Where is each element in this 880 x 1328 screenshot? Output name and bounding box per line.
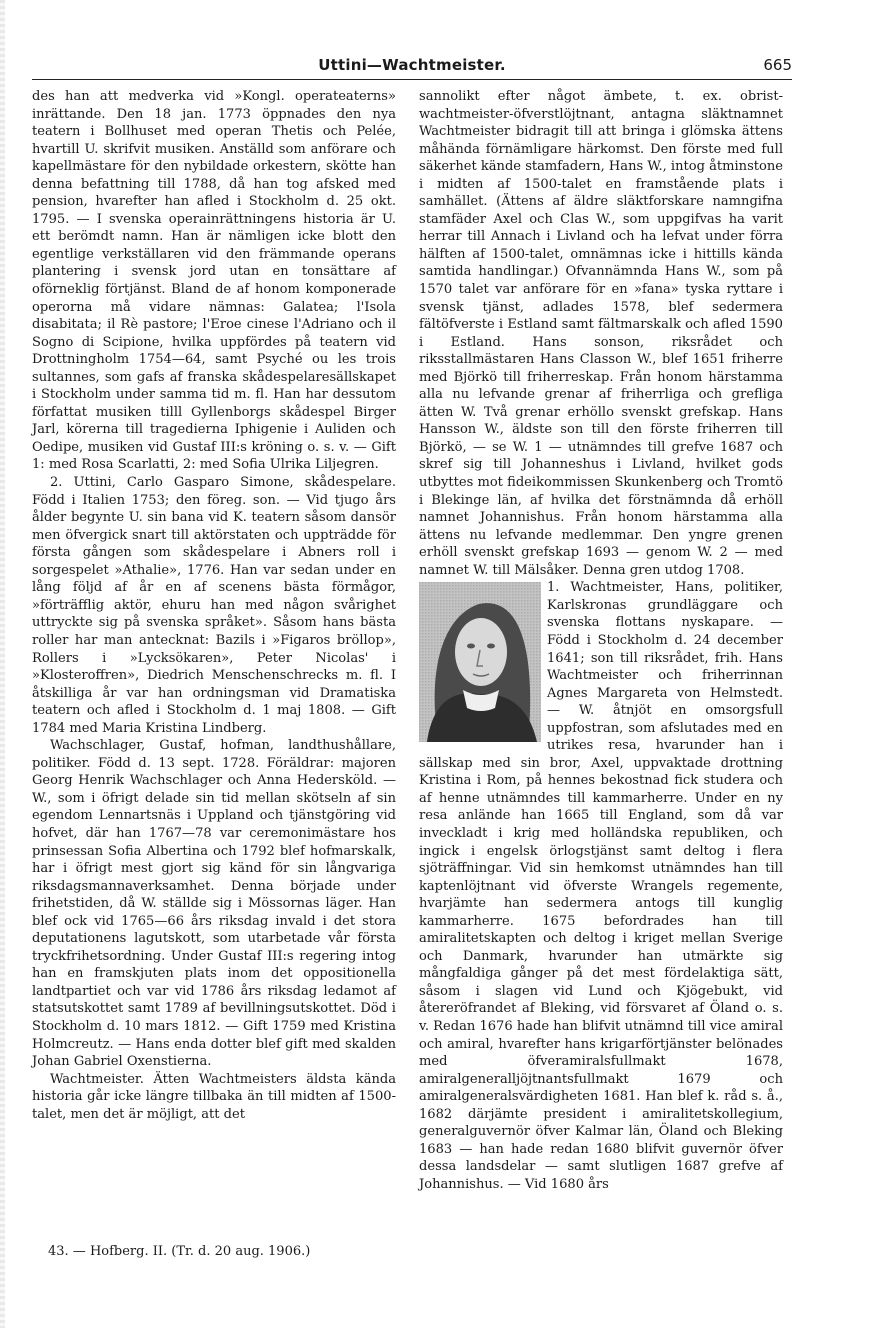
page-header (32, 56, 792, 78)
entry-wachschlager: Wachschlager, Gustaf, hofman, landthushållare, politiker. Född d. 13 sept. 1728. Föräldrar: majoren Georg Henrik Wachschlager och Anna Hedersköld. — W., som i öfrigt delade sin tid mellan skötseln af sin egendom Lennartsnäs i Uppland och tjänstgöring vid hofvet, där han 1767—78 var ceremonimästare hos prinsessan Sofia Albertina och 1792 blef hofmarskalk, har i öfrigt mest gjort sig känd för sin långvariga riksdagsmannaverksamhet. Denna började under frihetstiden, då W. ställde sig i Mössornas läger. Han blef ock vid 1765—66 års riksdag invald i det stora deputationens lagutskott, som utarbetade vår första tryckfrihetsordning. Under Gustaf III:s regering intog han en framskjuten plats inom det oppositionella landtpartiet och var vid 1786 års riksdag ledamot af statsutskottet samt 1789 af bevillningsutskottet. Död i Stockholm d. 10 mars 1812. — Gift 1759 med Kristina Holmcreutz. — Hans enda dotter blef gift med skalden Johan Gabriel Oxenstierna. (32, 738, 396, 1070)
footer-signature: 43. — Hofberg. II. (Tr. d. 20 aug. 1906.) (48, 1244, 311, 1259)
running-title: Uttini—Wachtmeister. (318, 56, 506, 74)
left-column (32, 88, 396, 1123)
paragraph-uttini-1-cont: des han att medverka vid »Kongl. operateaterns» inrättande. Den 18 jan. 1773 öppnades den nya teatern i Bollhuset med operan Thetis och Pelée, hvartill U. skrifvit musiken. Anställd som anförare och kapellmästare för den nybildade orkestern, skötte han denna befattning till 1788, då han tog afsked med pension, hvarefter han afled i Stockholm d. 25 okt. 1795. — I svenska operainrättningens historia är U. ett berömdt namn. Han är nämligen icke blott den egentlige verkställaren vid den främmande operans plantering i svensk jord utan en tonsättare af oförneklig förtjänst. Bland de af honom komponerade operorna må vidare nämnas: Galatea; l'Isola disabitata; il Rè pastore; l'Eroe cinese l'Adriano och il Sogno di Scipione, hvilka uppfördes på teatern vid Drottningholm 1754—64, samt Psyché ou les trois sultannes, som gafs af franska skådespelaresällskapet i Stockholm under samma tid m. fl. Han har dessutom författat musiken tilll Gyllenborgs skådespel Birger Jarl, körerna till tragedierna Iphigenie i Auliden och Oedipe, musiken vid Gustaf III:s kröning o. s. v. — Gift 1: med Rosa Scarlatti, 2: med Sofia Ulrika Liljegren. (32, 89, 396, 473)
entry-hans-wachtmeister: 1. Wachtmeister, Hans, politiker, Karlskronas grundläggare och svenska flottans nyskapare. — Född i Stockholm d. 24 december 1641; son till riksrådet, frih. Hans Wachtmeister och friherrinnan Agnes Margareta von Helmstedt. — W. åtnjöt en omsorgsfull uppfostran, som afslutades med en utrikes resa, hvarunder han i sällskap med sin bror, Axel, uppvaktade drottning Kristina i Rom, på hennes bekostnad fick studera och af henne utnämndes till kammarherre. Under en ny resa anlände han 1665 till England, som då var inveckladt i krig med holländska republiken, och ingick i engelsk örlogstjänst samt deltog i flera sjöträffningar. Vid sin hemkomst utnämndes han till kaptenlöjtnant vid öfverste Wrangels regemente, hvarjämte han sedermera antogs till kunglig kammarherre. 1675 befordrades han till amiralitetskapten och deltog i kriget mellan Sverige och Danmark, hvarunder han utmärkte sig mångfaldiga gånger på det mest fördelaktiga sätt, såsom i slagen vid Lund och Kjögebukt, vid återeröfrandet af Bleking, vid försvaret af Öland o. s. v. Redan 1676 hade han blifvit utnämnd till vice amiral och amiral, hvarefter hans krigarförtjänster belönades med öfveramiralsfullmakt 1678, amiralgeneralljöjtnantsfullmakt 1679 och amiralgeneralsvärdigheten 1681. Han blef k. råd s. å., 1682 därjämte president i amiralitetskollegium, generalguvernör öfver Kalmar län, Öland och Bleking 1683 — han hade redan 1680 blifvit guvernör öfver dessa landsdelar — samt slutligen 1687 grefve af Johannishus. — Vid 1680 års (419, 580, 783, 1192)
portrait-image (419, 582, 541, 742)
paragraph-wachtmeister-family-cont: sannolikt efter något ämbete, t. ex. obrist-wachtmeister-öfverstlöjtnant, antagna släktnamnet Wachtmeister bidragit till att bringa i glömska ättens måhända förnämligare härkomst. Den förste med full säkerhet kände stamfadern, Hans W., intog åtminstone i midten af 1500-talet en framstående plats i samhället. (Ättens af äldre släktforskare namngifna stamfäder Axel och Clas W., som uppgifvas ha varit herrar till Annach i Livland och ha lefvat under förra hälften af 1500-talet, omnämnas icke i hittills kända samtida handlingar.) Ofvannämnda Hans W., som på 1570 talet var anförare för en »fana» tyska ryttare i svensk tjänst, adlades 1578, blef sedermera fältöfverste i Estland samt fältmarskalk och afled 1590 i Estland. Hans sonson, riksrådet och riksstallmästaren Hans Classon W., blef 1651 friherre med Björkö till friherreskap. Från honom härstamma alla nu lefvande grenar af friherrliga och grefliga ätten W. Två grenar erhöllo svenskt grefskap. Hans Hansson W., äldste son till den förste friherren till Björkö, — se W. 1 — utnämndes till grefve 1687 och skref sig till Johanneshus i Livland, hvilket gods utbyttes mot fideikommissen Skunkenberg och Tromtö i Blekinge län, af hvilka det förstnämnda då erhöll namnet Johannishus. Från honom härstamma alla ättens nu lefvande medlemmar. Den yngre grenen erhöll svenskt grefskap 1693 — genom W. 2 — med namnet W. till Mälsåker. Denna gren utdog 1708. (419, 89, 783, 578)
right-column (419, 88, 783, 1193)
page-number: 665 (763, 56, 792, 74)
entry-uttini-2: 2. Uttini, Carlo Gasparo Simone, skådespelare. Född i Italien 1753; den föreg. son. — Vid tjugo års ålder begynte U. sin bana vid K. teatern såsom dansör men öfvergick snart till aktörstaten och uppträdde för första gången som skådespelare i Abners roll i sorgespelet »Athalie», 1776. Han var sedan under en lång följd af år en af scenens bästa förmågor, »förträfflig aktör, ehuru han med någon svårighet uttryckte sig på svenska språket». Såsom hans bästa roller har man antecknat: Bazils i »Figaros bröllop», Rollers i »Lycksökaren», Peter Nicolas' i »Klosteroffren», Diedrich Menschenschrecks m. fl. I åtskilliga år var han ordningsman vid Dramatiska teatern och afled i Stockholm d. 1 maj 1808. — Gift 1784 med Maria Kristina Lindberg. (32, 475, 396, 736)
entry-wachtmeister-family: Wachtmeister. Ätten Wachtmeisters äldsta kända historia går icke längre tillbaka än till midten af 1500-talet, men det är möjligt, att det (32, 1071, 396, 1122)
header-rule (32, 79, 792, 80)
scan-edge (0, 0, 5, 1328)
